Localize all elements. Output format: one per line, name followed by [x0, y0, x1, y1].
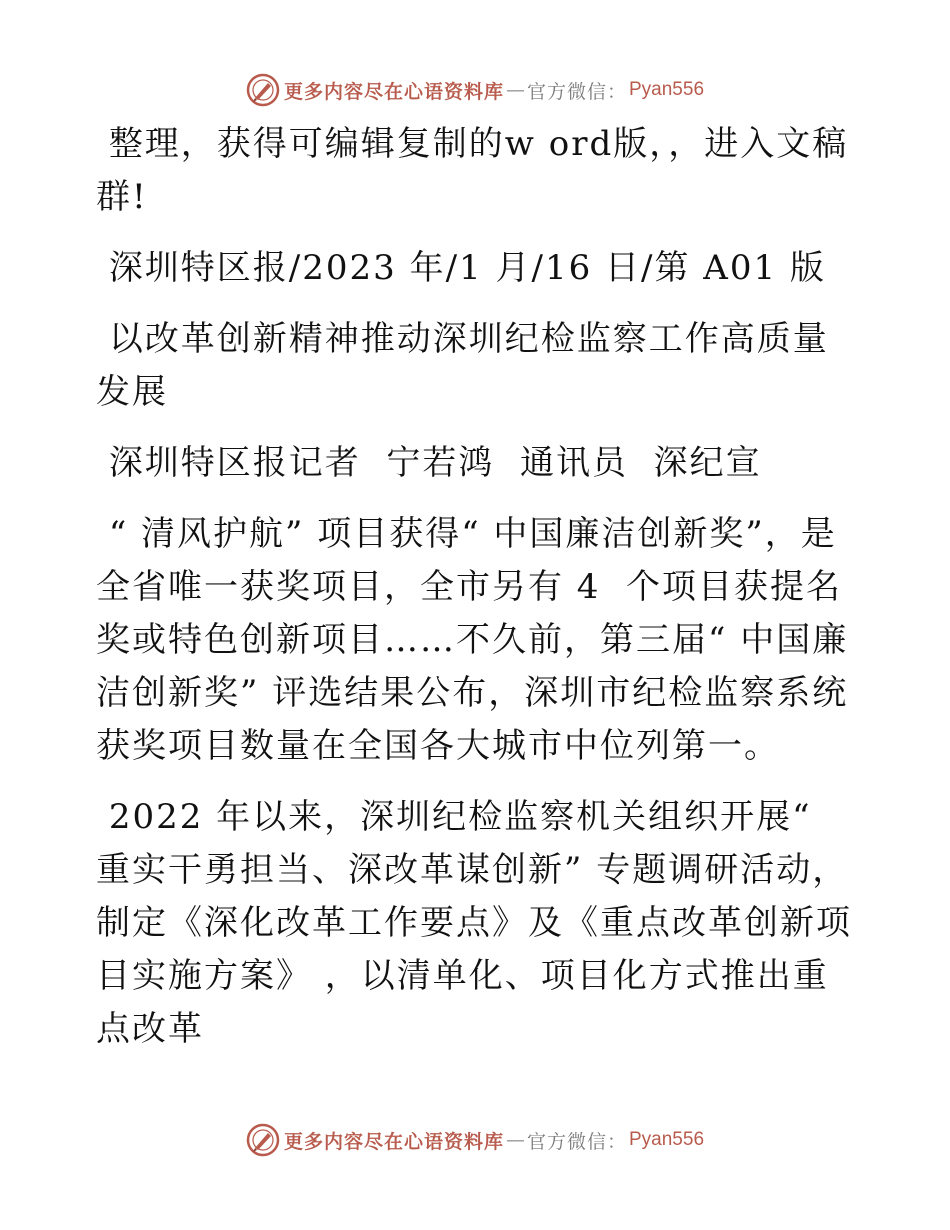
official-wechat-label: 官方微信：	[526, 80, 627, 103]
body-paragraph-2: 2022 年以来，深圳纪检监察机关组织开展“ 重实干勇担当、深改革谋创新” 专题调研活动，制定《深化改革工作要点》及《重点改革创新项目实施方案》 ，以清单化、项目化方式推出重点改革	[96, 797, 852, 1049]
official-wechat-label: 官方微信：	[526, 1130, 627, 1153]
document-body	[96, 118, 856, 1056]
source-line: 深圳特区报/2023 年/1 月/16 日/第 A01 版	[96, 248, 826, 288]
brand-text: 更多内容尽在心语资料库	[283, 80, 504, 103]
banner-dash: —	[505, 79, 525, 101]
banner-dash: —	[505, 1129, 525, 1151]
wechat-id: Pyan556	[629, 79, 705, 100]
body-paragraph-1: “ 清风护航” 项目获得“ 中国廉洁创新奖”，是全省唯一获奖项目，全市另有 4 个项目获提名奖或特色创新项目……不久前，第三届“ 中国廉洁创新奖” 评选结果公布，深圳市纪检监察系统获奖项目数量在全国各大城市中位列第一。	[96, 514, 849, 766]
pen-logo-icon	[246, 73, 280, 107]
intro-paragraph: 整理，获得可编辑复制的w ord版，，进入文稿群!	[96, 124, 849, 217]
article-title: 以改革创新精神推动深圳纪检监察工作高质量发展	[96, 319, 829, 412]
footer-banner	[0, 1120, 950, 1160]
byline: 深圳特区报记者 宁若鸿 通讯员 深纪宣	[96, 443, 762, 483]
wechat-id: Pyan556	[629, 1129, 705, 1150]
pen-logo-icon	[246, 1123, 280, 1157]
header-banner	[0, 70, 950, 110]
brand-text: 更多内容尽在心语资料库	[283, 1130, 504, 1153]
